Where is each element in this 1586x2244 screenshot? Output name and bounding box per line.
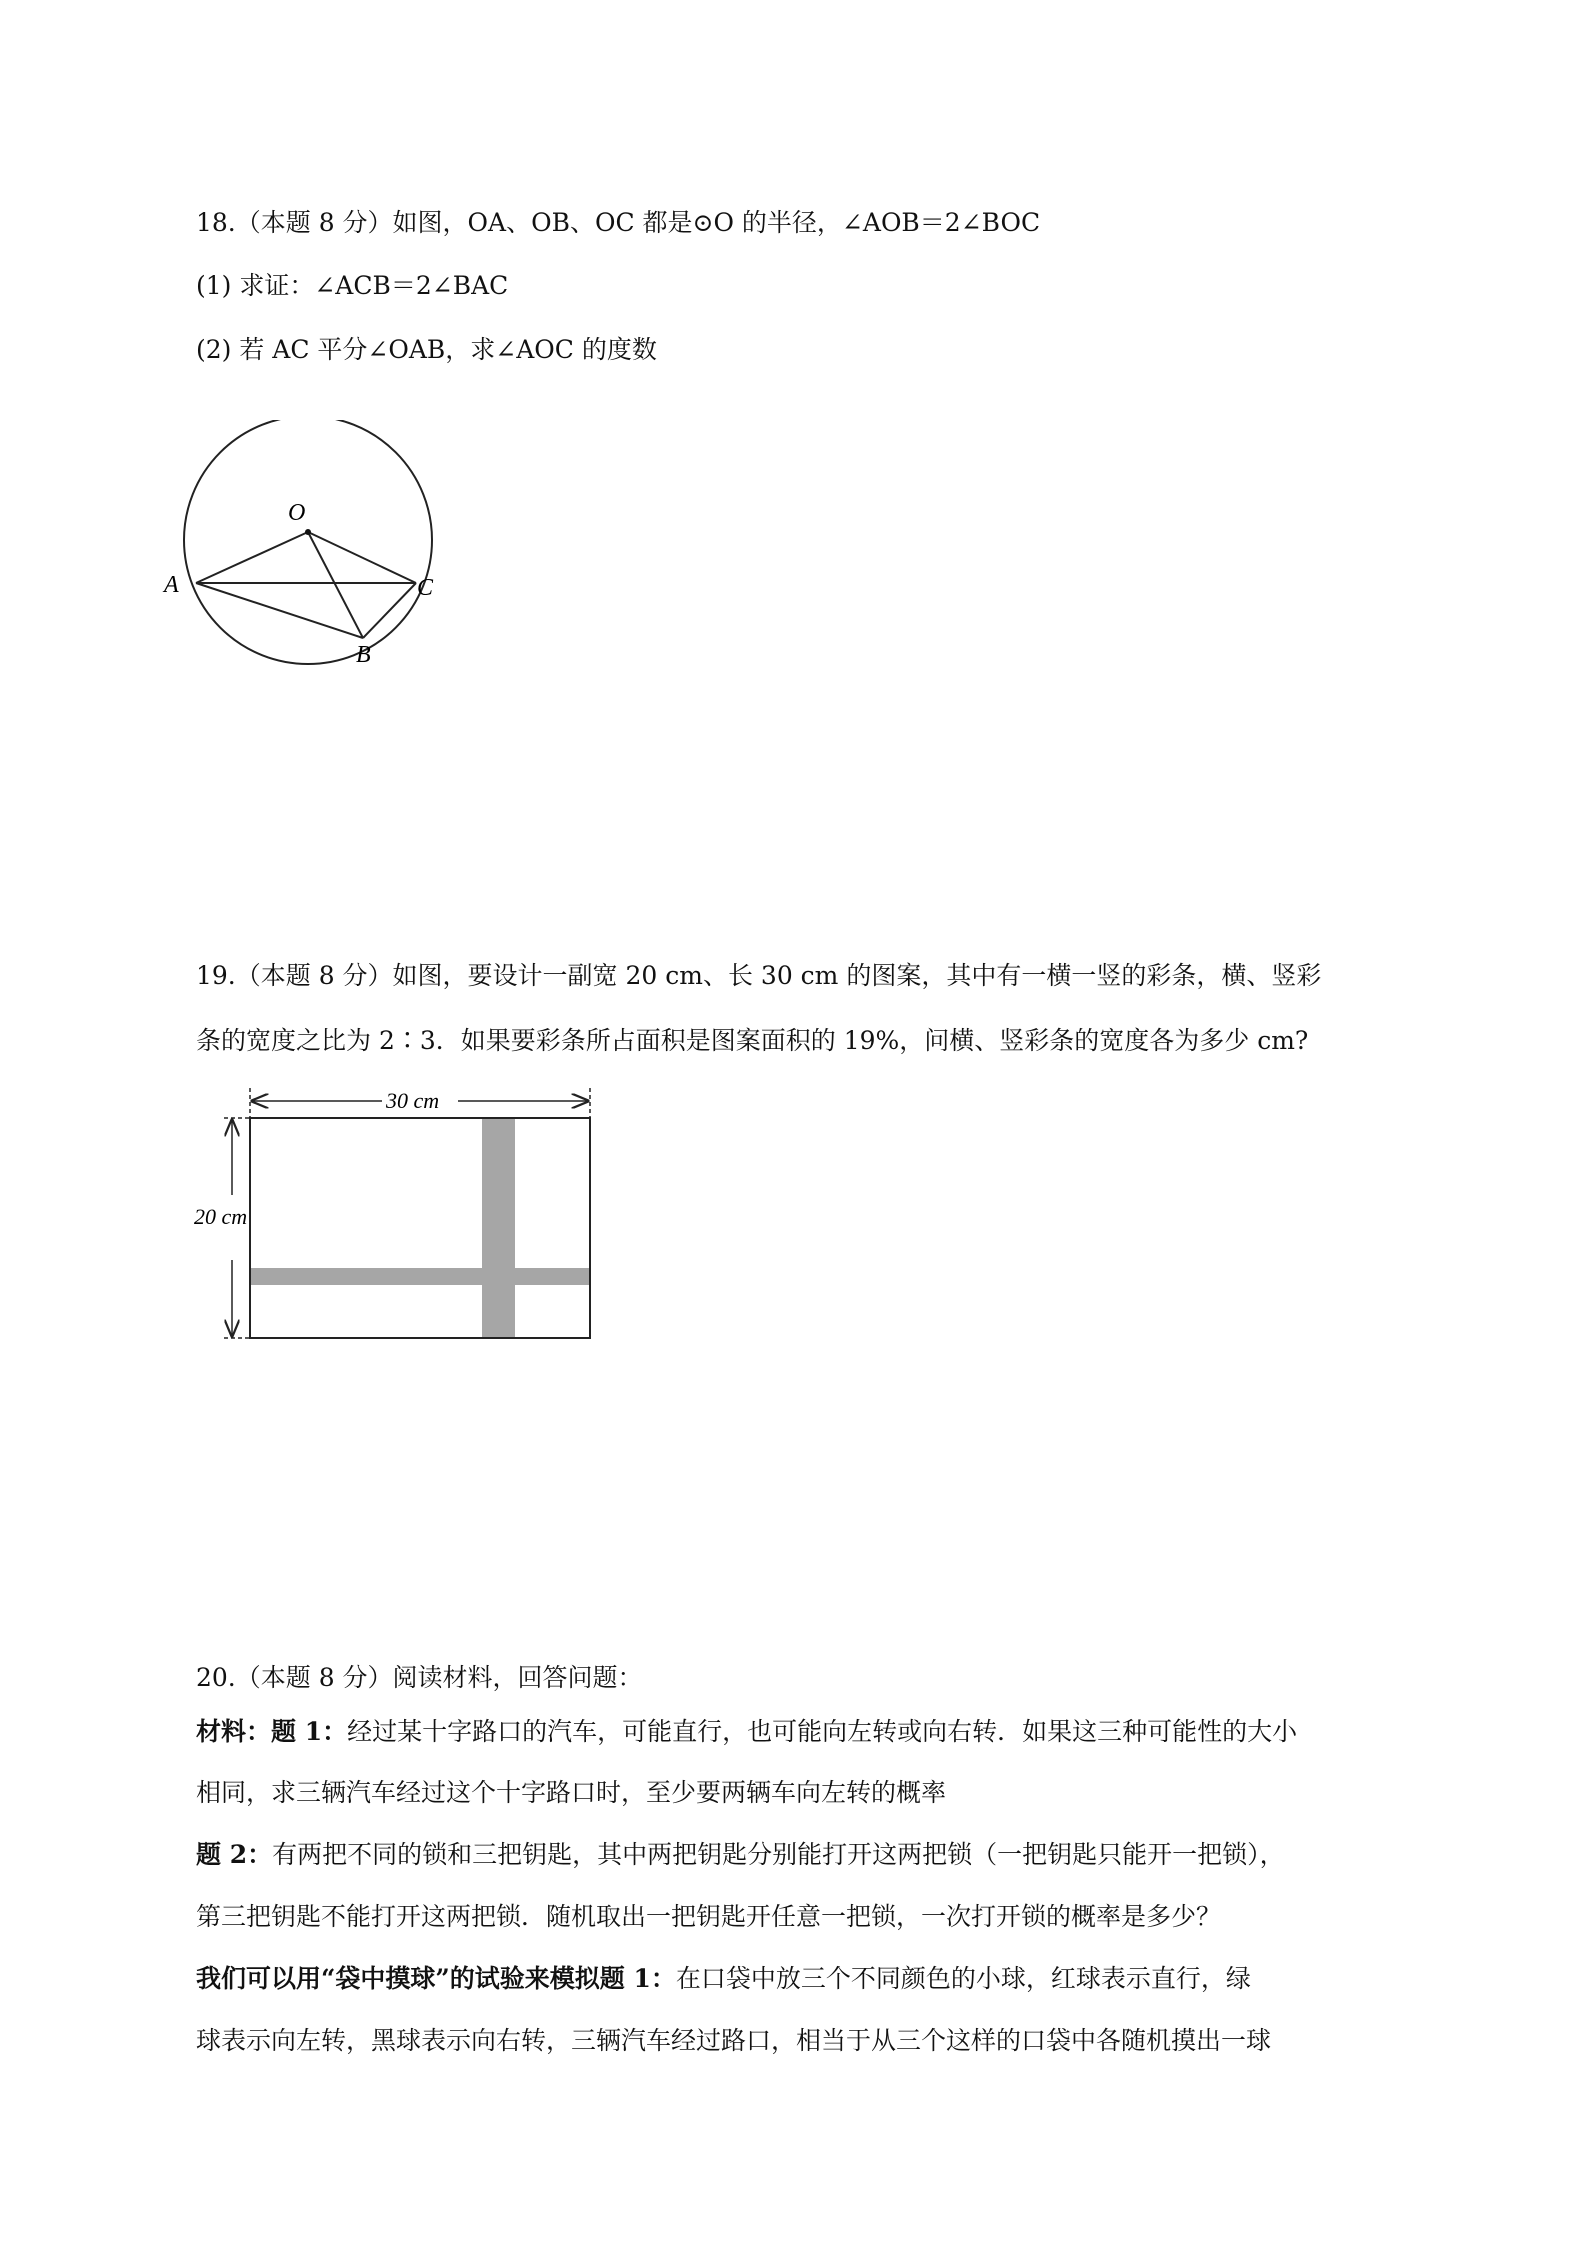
horizontal-stripe: [251, 1268, 589, 1285]
label-length: 30 cm: [386, 1088, 440, 1113]
circle-o: [184, 420, 432, 664]
q20-header: 20.（本题 8 分）阅读材料，回答问题：: [196, 1663, 643, 1692]
q18-part2: (2) 若 AC 平分∠OAB，求∠AOC 的度数: [196, 335, 657, 364]
label-c: C: [417, 575, 434, 601]
segment-oc: [308, 532, 416, 583]
center-dot: [305, 529, 311, 535]
q19-line1: 19.（本题 8 分）如图，要设计一副宽 20 cm、长 30 cm 的图案，其中有一横一竖的彩条，横、竖彩: [196, 961, 1322, 990]
simulation-text: 在口袋中放三个不同颜色的小球，红球表示直行，绿: [675, 1964, 1251, 1993]
simulation-label: 我们可以用“袋中摸球”的试验来模拟题 1：: [196, 1964, 676, 1993]
q18-part1: (1) 求证：∠ACB＝2∠BAC: [196, 271, 509, 300]
q19-line2: 条的宽度之比为 2∶3．如果要彩条所占面积是图案面积的 19%，问横、竖彩条的宽度各为多少 cm?: [196, 1026, 1309, 1055]
q20-line2: 相同，求三辆汽车经过这个十字路口时，至少要两辆车向左转的概率: [196, 1778, 947, 1807]
problem2-text: 有两把不同的锁和三把钥匙，其中两把钥匙分别能打开这两把锁（一把钥匙只能开一把锁），: [272, 1840, 1285, 1869]
q20-material: [196, 1714, 1297, 1750]
label-o: O: [288, 500, 306, 526]
q20-problem2: [196, 1837, 1285, 1873]
vertical-stripe: [482, 1119, 515, 1337]
problem2-label: 题 2：: [196, 1840, 273, 1869]
segment-oa: [196, 532, 308, 583]
q19-pattern-figure: [190, 1085, 610, 1345]
pattern-rect: [250, 1118, 590, 1338]
label-width: 20 cm: [194, 1204, 248, 1229]
q18-header: 18.（本题 8 分）如图，OA、OB、OC 都是⊙O 的半径，∠AOB＝2∠BOC: [196, 208, 1041, 237]
q20-line6: 球表示向左转，黑球表示向右转，三辆汽车经过路口，相当于从三个这样的口袋中各随机摸出一球: [196, 2026, 1272, 2055]
label-a: A: [164, 572, 179, 598]
material-label: 材料：题 1：: [196, 1717, 348, 1746]
q20-line4: 第三把钥匙不能打开这两把锁．随机取出一把钥匙开任意一把锁，一次打开锁的概率是多少？: [196, 1902, 1222, 1931]
label-b: B: [356, 642, 371, 668]
material-text: 经过某十字路口的汽车，可能直行，也可能向左转或向右转．如果这三种可能性的大小: [347, 1717, 1298, 1746]
segment-bc: [363, 583, 416, 638]
q20-simulation: [196, 1961, 1251, 1997]
q18-circle-figure: [160, 420, 460, 670]
